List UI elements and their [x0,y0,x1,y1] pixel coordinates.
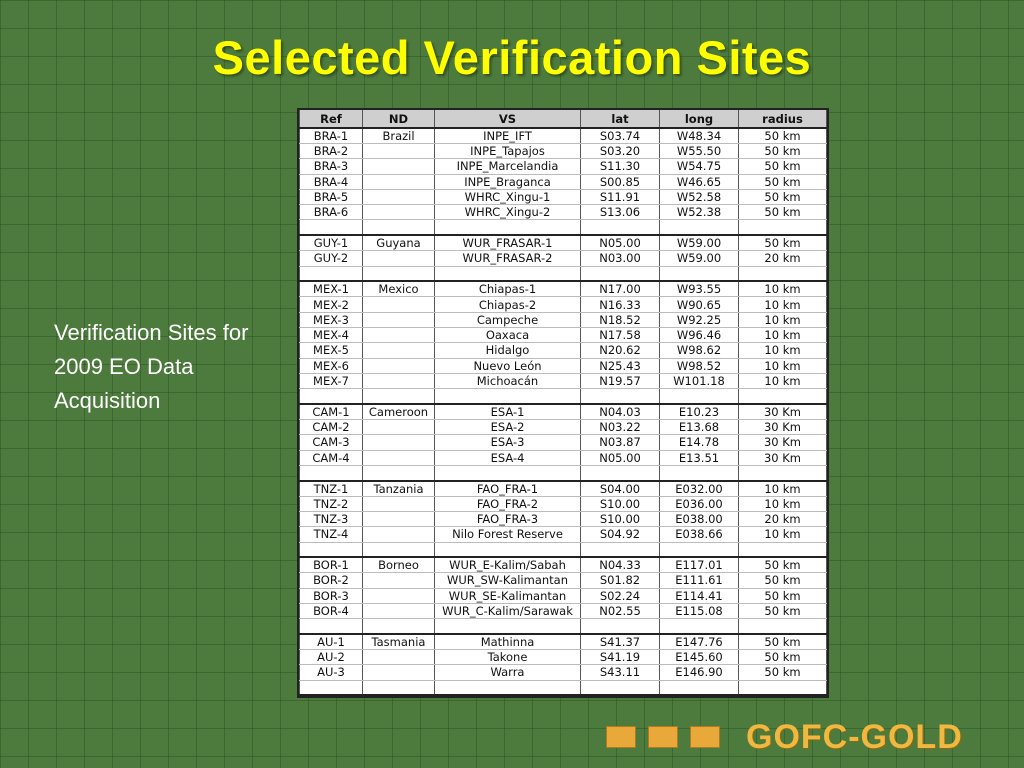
header-ref: Ref [300,110,363,128]
slide-title: Selected Verification Sites [212,31,812,84]
cell-nd [363,435,435,450]
cell-ref: BRA-3 [300,159,363,174]
cell-nd [363,251,435,266]
cell-ref: MEX-2 [300,297,363,312]
cell-lat: N16.33 [581,297,660,312]
cell-long: E032.00 [660,481,739,497]
cell-long: E036.00 [660,496,739,511]
table-row [300,159,827,174]
cell-vs: WHRC_Xingu-1 [435,189,581,204]
cell-radius: 50 km [739,573,827,588]
cell-lat: S01.82 [581,573,660,588]
header-long: long [660,110,739,128]
cell-long: E14.78 [660,435,739,450]
cell-nd [363,312,435,327]
cell-vs: WUR_FRASAR-1 [435,235,581,251]
cell-long: W98.62 [660,343,739,358]
cell-long: W93.55 [660,281,739,297]
cell-lat: N04.33 [581,557,660,573]
spacer-cell [660,465,739,480]
cell-nd: Tasmania [363,634,435,650]
cell-ref: CAM-2 [300,419,363,434]
cell-long: E145.60 [660,650,739,665]
group-spacer-row [300,619,827,634]
cell-nd [363,419,435,434]
spacer-cell [660,220,739,235]
cell-vs: ESA-4 [435,450,581,465]
spacer-cell [435,465,581,480]
cell-lat: S10.00 [581,496,660,511]
cell-nd: Mexico [363,281,435,297]
cell-long: W96.46 [660,327,739,342]
cell-nd [363,603,435,618]
header-radius: radius [739,110,827,128]
cell-vs: Warra [435,665,581,680]
cell-nd [363,450,435,465]
cell-nd [363,665,435,680]
cell-nd: Brazil [363,128,435,144]
cell-radius: 30 Km [739,404,827,420]
cell-vs: Chiapas-2 [435,297,581,312]
spacer-cell [739,619,827,634]
cell-nd [363,189,435,204]
cell-radius: 50 km [739,603,827,618]
cell-long: E117.01 [660,557,739,573]
cell-radius: 50 km [739,159,827,174]
cell-vs: Hidalgo [435,343,581,358]
cell-long: W48.34 [660,128,739,144]
spacer-cell [435,542,581,557]
cell-ref: BOR-2 [300,573,363,588]
cell-lat: N19.57 [581,373,660,388]
table-row [300,189,827,204]
cell-lat: S11.91 [581,189,660,204]
cell-nd: Tanzania [363,481,435,497]
cell-radius: 50 km [739,189,827,204]
cell-radius: 10 km [739,281,827,297]
cell-long: W46.65 [660,174,739,189]
cell-vs: WUR_FRASAR-2 [435,251,581,266]
cell-long: W54.75 [660,159,739,174]
cell-ref: BOR-1 [300,557,363,573]
table-row [300,573,827,588]
cell-nd: Borneo [363,557,435,573]
table-header-row [300,110,827,128]
table-row [300,281,827,297]
cell-long: W92.25 [660,312,739,327]
cell-vs: FAO_FRA-1 [435,481,581,497]
cell-long: E13.68 [660,419,739,434]
cell-lat: N04.03 [581,404,660,420]
cell-radius: 10 km [739,496,827,511]
cell-radius: 50 km [739,128,827,144]
cell-radius: 20 km [739,251,827,266]
cell-nd [363,174,435,189]
cell-ref: MEX-6 [300,358,363,373]
spacer-cell [660,266,739,281]
cell-radius: 10 km [739,297,827,312]
cell-nd [363,573,435,588]
header-vs: VS [435,110,581,128]
cell-ref: MEX-4 [300,327,363,342]
table-row [300,557,827,573]
cell-lat: S41.37 [581,634,660,650]
cell-long: W52.38 [660,205,739,220]
cell-long: W90.65 [660,297,739,312]
group-spacer-row [300,465,827,480]
cell-long: E147.76 [660,634,739,650]
cell-vs: INPE_Tapajos [435,144,581,159]
spacer-cell [300,542,363,557]
spacer-cell [435,680,581,695]
cell-nd: Cameroon [363,404,435,420]
cell-ref: BRA-6 [300,205,363,220]
spacer-cell [581,465,660,480]
table-row [300,205,827,220]
table-row [300,634,827,650]
spacer-cell [581,389,660,404]
spacer-cell [739,680,827,695]
spacer-cell [581,680,660,695]
group-spacer-row [300,266,827,281]
table-row [300,665,827,680]
spacer-cell [660,619,739,634]
table-row [300,358,827,373]
sites-table [299,110,827,696]
table-row [300,312,827,327]
cell-long: E146.90 [660,665,739,680]
cell-vs: Michoacán [435,373,581,388]
cell-nd [363,144,435,159]
cell-nd [363,511,435,526]
table-row [300,527,827,542]
cell-ref: TNZ-4 [300,527,363,542]
cell-ref: AU-2 [300,650,363,665]
cell-radius: 10 km [739,312,827,327]
spacer-cell [300,389,363,404]
cell-radius: 10 km [739,327,827,342]
cell-long: E115.08 [660,603,739,618]
cell-vs: WUR_E-Kalim/Sabah [435,557,581,573]
cell-vs: FAO_FRA-2 [435,496,581,511]
cell-lat: S10.00 [581,511,660,526]
cell-long: W101.18 [660,373,739,388]
table-row [300,511,827,526]
cell-long: E10.23 [660,404,739,420]
group-spacer-row [300,220,827,235]
spacer-cell [660,680,739,695]
table-row [300,496,827,511]
slide-caption: Verification Sites for 2009 EO Data Acquisition [54,320,249,413]
cell-nd [363,496,435,511]
spacer-cell [739,220,827,235]
cell-vs: ESA-1 [435,404,581,420]
spacer-cell [435,619,581,634]
cell-lat: S11.30 [581,159,660,174]
cell-ref: AU-1 [300,634,363,650]
table-row [300,174,827,189]
spacer-cell [363,389,435,404]
table-row [300,435,827,450]
cell-lat: N03.87 [581,435,660,450]
cell-nd [363,650,435,665]
spacer-cell [660,542,739,557]
cell-vs: ESA-2 [435,419,581,434]
spacer-cell [300,266,363,281]
cell-ref: TNZ-2 [300,496,363,511]
group-spacer-row [300,542,827,557]
spacer-cell [660,389,739,404]
cell-lat: N20.62 [581,343,660,358]
cell-lat: S03.74 [581,128,660,144]
cell-lat: S04.92 [581,527,660,542]
cell-ref: BRA-4 [300,174,363,189]
table-row [300,588,827,603]
cell-lat: S13.06 [581,205,660,220]
cell-ref: AU-3 [300,665,363,680]
spacer-cell [300,465,363,480]
spacer-cell [739,266,827,281]
cell-lat: N05.00 [581,235,660,251]
spacer-cell [581,542,660,557]
cell-vs: Mathinna [435,634,581,650]
cell-nd [363,358,435,373]
cell-long: E114.41 [660,588,739,603]
cell-radius: 50 km [739,588,827,603]
cell-long: E038.66 [660,527,739,542]
spacer-cell [300,680,363,695]
cell-radius: 10 km [739,373,827,388]
gofc-gold-logo [606,716,1006,760]
cell-lat: N25.43 [581,358,660,373]
table-row [300,404,827,420]
spacer-cell [363,465,435,480]
cell-lat: N03.00 [581,251,660,266]
group-spacer-row [300,680,827,695]
cell-vs: Nilo Forest Reserve [435,527,581,542]
cell-radius: 50 km [739,665,827,680]
cell-nd [363,205,435,220]
table-row [300,450,827,465]
cell-lat: N17.58 [581,327,660,342]
cell-radius: 10 km [739,481,827,497]
cell-radius: 10 km [739,343,827,358]
cell-nd [363,327,435,342]
spacer-cell [363,619,435,634]
cell-vs: INPE_Braganca [435,174,581,189]
table-row [300,650,827,665]
spacer-cell [363,220,435,235]
cell-radius: 30 Km [739,450,827,465]
cell-nd [363,159,435,174]
table-row [300,373,827,388]
cell-radius: 50 km [739,144,827,159]
cell-ref: BOR-4 [300,603,363,618]
cell-lat: N17.00 [581,281,660,297]
cell-long: E111.61 [660,573,739,588]
spacer-cell [581,619,660,634]
table-row [300,128,827,144]
cell-long: W52.58 [660,189,739,204]
cell-ref: MEX-3 [300,312,363,327]
cell-lat: S00.85 [581,174,660,189]
cell-ref: BRA-2 [300,144,363,159]
cell-ref: GUY-1 [300,235,363,251]
cell-radius: 30 Km [739,435,827,450]
cell-lat: N03.22 [581,419,660,434]
cell-vs: WUR_C-Kalim/Sarawak [435,603,581,618]
table-row [300,235,827,251]
table-row [300,327,827,342]
table-body [300,128,827,695]
table-row [300,419,827,434]
cell-radius: 10 km [739,358,827,373]
cell-radius: 50 km [739,634,827,650]
cell-vs: WHRC_Xingu-2 [435,205,581,220]
cell-long: W98.52 [660,358,739,373]
cell-vs: WUR_SW-Kalimantan [435,573,581,588]
spacer-cell [363,680,435,695]
table-row [300,343,827,358]
cell-long: W59.00 [660,251,739,266]
cell-radius: 50 km [739,205,827,220]
cell-lat: S02.24 [581,588,660,603]
cell-nd [363,373,435,388]
cell-radius: 30 Km [739,419,827,434]
cell-ref: BRA-5 [300,189,363,204]
cell-ref: CAM-3 [300,435,363,450]
cell-long: W59.00 [660,235,739,251]
header-nd: ND [363,110,435,128]
cell-vs: FAO_FRA-3 [435,511,581,526]
spacer-cell [435,266,581,281]
cell-radius: 50 km [739,650,827,665]
cell-long: W55.50 [660,144,739,159]
spacer-cell [300,220,363,235]
cell-ref: CAM-1 [300,404,363,420]
spacer-cell [435,220,581,235]
header-lat: lat [581,110,660,128]
spacer-cell [300,619,363,634]
cell-ref: MEX-7 [300,373,363,388]
cell-long: E038.00 [660,511,739,526]
cell-nd [363,527,435,542]
cell-ref: TNZ-3 [300,511,363,526]
cell-long: E13.51 [660,450,739,465]
spacer-cell [363,542,435,557]
cell-radius: 50 km [739,174,827,189]
cell-vs: Takone [435,650,581,665]
cell-radius: 50 km [739,235,827,251]
table-row [300,251,827,266]
spacer-cell [739,542,827,557]
cell-lat: N02.55 [581,603,660,618]
cell-ref: GUY-2 [300,251,363,266]
table-row [300,144,827,159]
cell-nd [363,588,435,603]
cell-nd [363,297,435,312]
cell-lat: S03.20 [581,144,660,159]
cell-ref: BOR-3 [300,588,363,603]
cell-nd: Guyana [363,235,435,251]
logo-text: GOFC-GOLD [746,718,963,756]
cell-lat: N05.00 [581,450,660,465]
cell-lat: S41.19 [581,650,660,665]
table-row [300,603,827,618]
cell-vs: INPE_IFT [435,128,581,144]
cell-radius: 50 km [739,557,827,573]
cell-lat: S04.00 [581,481,660,497]
spacer-cell [739,465,827,480]
cell-lat: S43.11 [581,665,660,680]
cell-radius: 10 km [739,527,827,542]
cell-radius: 20 km [739,511,827,526]
cell-vs: ESA-3 [435,435,581,450]
cell-vs: WUR_SE-Kalimantan [435,588,581,603]
cell-vs: INPE_Marcelandia [435,159,581,174]
spacer-cell [363,266,435,281]
cell-lat: N18.52 [581,312,660,327]
spacer-cell [435,389,581,404]
cell-vs: Nuevo León [435,358,581,373]
verification-sites-table [297,108,829,698]
spacer-cell [581,266,660,281]
cell-vs: Chiapas-1 [435,281,581,297]
cell-vs: Campeche [435,312,581,327]
cell-ref: TNZ-1 [300,481,363,497]
table-row [300,481,827,497]
cell-ref: CAM-4 [300,450,363,465]
cell-ref: BRA-1 [300,128,363,144]
cell-ref: MEX-1 [300,281,363,297]
cell-vs: Oaxaca [435,327,581,342]
table-row [300,297,827,312]
spacer-cell [739,389,827,404]
cell-nd [363,343,435,358]
spacer-cell [581,220,660,235]
cell-ref: MEX-5 [300,343,363,358]
group-spacer-row [300,389,827,404]
